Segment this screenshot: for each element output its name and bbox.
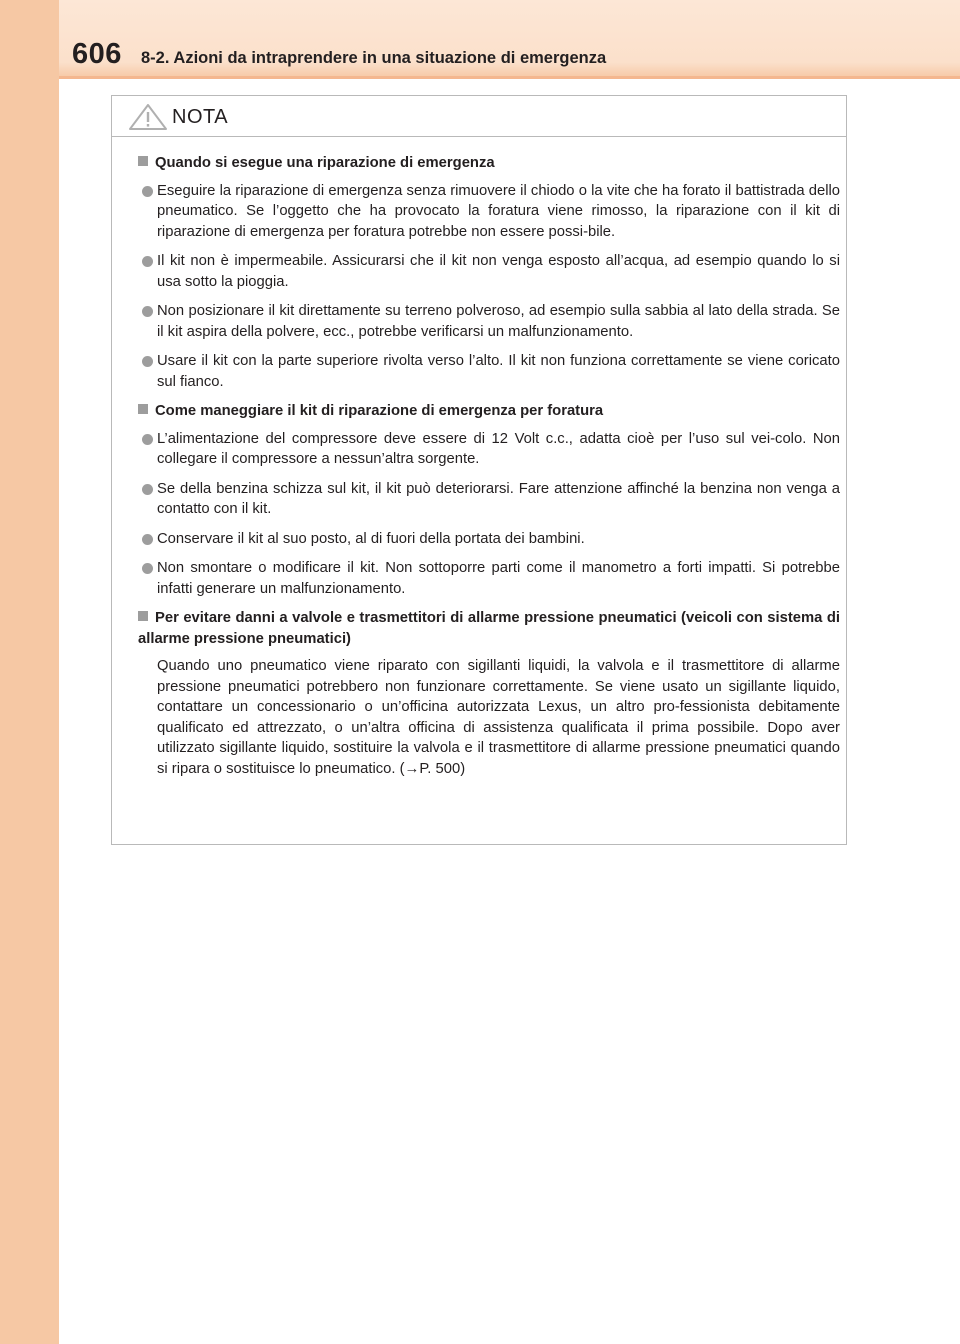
round-bullet-icon [142,563,153,574]
round-bullet-icon [142,256,153,267]
round-bullet-icon [142,356,153,367]
round-bullet-icon [142,534,153,545]
notice-label: NOTA [172,106,229,128]
list-item: Conservare il kit al suo posto, al di fuori della portata dei bambini. [138,529,840,550]
side-color-band [0,0,59,1344]
round-bullet-icon [142,186,153,197]
list-item: Non smontare o modificare il kit. Non sottoporre parti come il manometro a forti impatti. Si potrebbe infatti generare un malfunzionamento. [138,558,840,599]
square-bullet-icon [138,404,148,414]
topic-tpms-valves [138,608,840,779]
topic-emergency-repair [138,153,840,392]
list-item: Non posizionare il kit direttamente su terreno polveroso, ad esempio sulla sabbia al lato della strada. Se il kit aspira della polvere, ecc., potrebbe verificarsi un malfunzionamento. [138,301,840,342]
list-item: Usare il kit con la parte superiore rivolta verso l’alto. Il kit non funziona correttamente se viene coricato sul fianco. [138,351,840,392]
round-bullet-icon [142,434,153,445]
header-divider [59,76,960,79]
notice-content [112,137,846,779]
section-title: 8-2. Azioni da intraprendere in una situazione di emergenza [141,49,607,67]
topic-title: Per evitare danni a valvole e trasmettitori di allarme pressione pneumatici (veicoli con sistema di allarme pressione pneumatici) [138,610,840,647]
round-bullet-icon [142,484,153,495]
square-bullet-icon [138,156,148,166]
topic-title: Come maneggiare il kit di riparazione di emergenza per foratura [138,401,840,422]
list-item: Se della benzina schizza sul kit, il kit può deteriorarsi. Fare attenzione affinché la benzina non venga a contatto con il kit. [138,479,840,520]
topic-title: Quando si esegue una riparazione di emergenza [138,153,840,174]
square-bullet-icon [138,611,148,621]
round-bullet-icon [142,306,153,317]
notice-box [111,95,847,845]
warning-triangle-icon [128,104,168,130]
page-number: 606 [72,38,122,70]
list-item: Il kit non è impermeabile. Assicurarsi che il kit non venga esposto all’acqua, ad esempio quando lo si usa sotto la pioggia. [138,251,840,292]
topic-paragraph: Quando uno pneumatico viene riparato con sigillanti liquidi, la valvola e il trasmettitore di allarme pressione pneumatici potrebbero non funzionare correttamente. Se viene usato un sigillante liquido, contattare un concessionario o un’officina autorizzata Lexus, un altro pro-fessionista debitamente qualificato ed attrezzato, o un’altra officina di assistenza qualificata il prima possibile. Dopo aver utilizzato sigillante liquido, sostituire la valvola e il trasmettitore di allarme pressione pneumatici quando si ripara o sostituisce lo pneumatico. (→P. 500) [157,658,840,777]
list-item: L’alimentazione del compressore deve essere di 12 Volt c.c., adatta cioè per l’uso sul vei-colo. Non collegare il compressore a nessun’altra sorgente. [138,429,840,470]
list-item: Eseguire la riparazione di emergenza senza rimuovere il chiodo o la vite che ha forato il battistrada dello pneumatico. Se l’oggetto che ha provocato la foratura viene rimosso, la riparazione con il kit di riparazione di emergenza per foratura potrebbe non essere possi-bile. [138,181,840,243]
notice-header [112,96,846,137]
topic-kit-handling [138,401,840,599]
